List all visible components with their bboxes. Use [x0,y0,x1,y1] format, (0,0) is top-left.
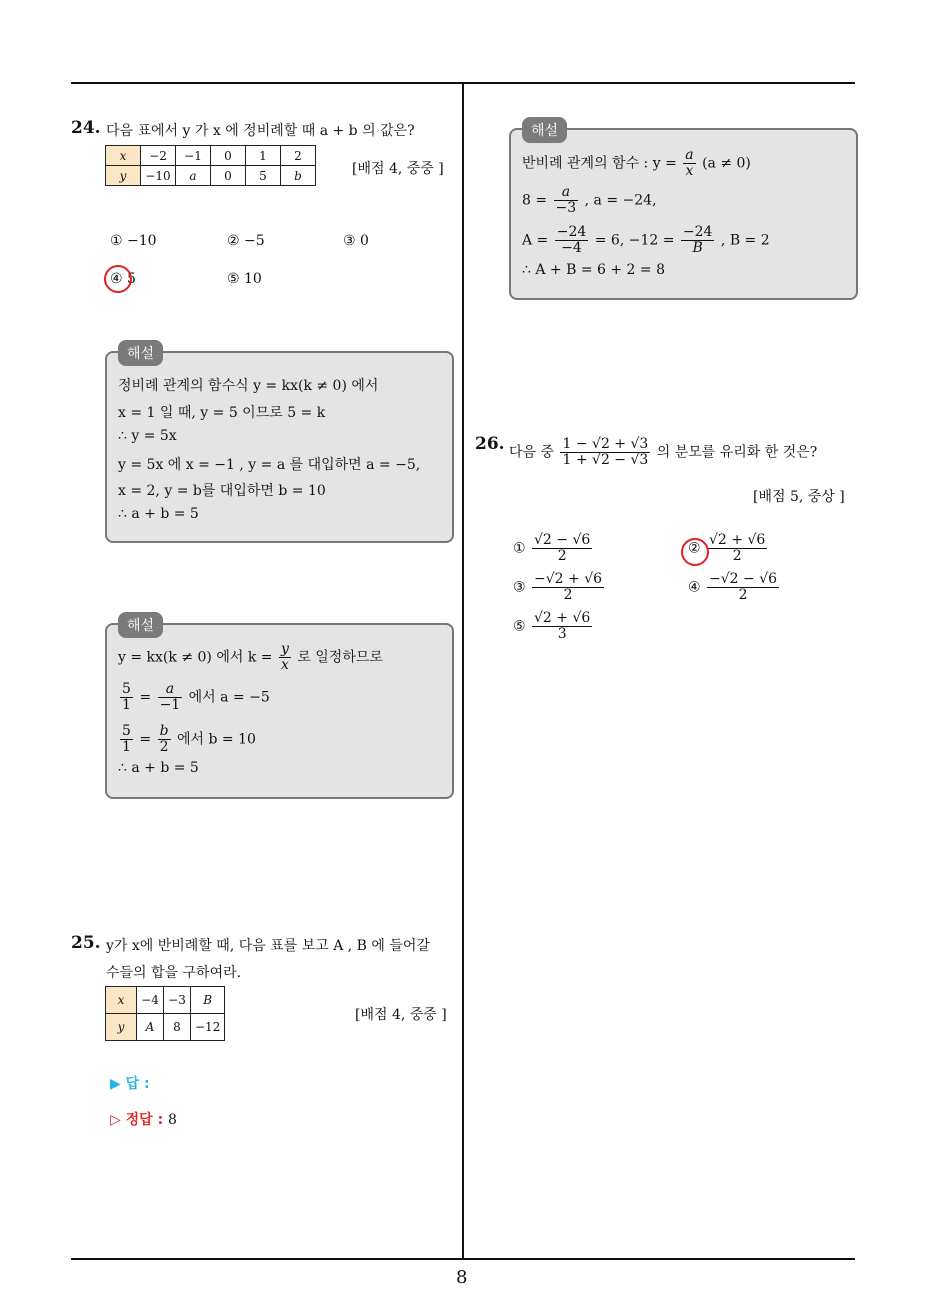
denominator: 2 [557,548,567,564]
denominator: x [280,657,289,673]
question-25-text-2: 수들의 합을 구하여라. [106,965,242,981]
table-cell: B [191,987,225,1014]
table-cell: x [106,987,137,1014]
table-row-y [106,166,316,186]
solution-line [522,185,657,216]
text: = 6, −12 = [594,232,675,249]
table-cell: −10 [141,166,176,186]
text: 에서 a = −5 [188,689,270,706]
denominator: x [685,163,694,179]
table-cell: 8 [164,1014,191,1041]
solution-line: ∴ A + B = 6 + 2 = 8 [522,262,666,278]
fraction [279,642,291,673]
q24-choice-2[interactable]: ② −5 [227,233,265,249]
q26-choice-3[interactable] [513,572,606,603]
text: 8 = [522,192,548,209]
q24-choice-1[interactable]: ① −10 [110,233,157,249]
table-cell: −12 [191,1014,225,1041]
text: 다음 중 [509,444,555,461]
table-row-x [106,987,225,1014]
question-25-table [105,986,225,1041]
table-cell: b [281,166,316,186]
numerator: −√2 + √6 [534,571,603,587]
question-25-score: [배점 4, 중중 ] [355,1007,447,1023]
numerator: √2 − √6 [534,532,591,548]
question-24-text: 다음 표에서 y 가 x 에 정비례할 때 a + b 의 값은? [106,123,415,139]
fraction [683,148,695,179]
correct-answer-label [110,1109,177,1129]
numerator: 5 [122,681,131,697]
denominator: B [692,240,703,256]
denominator: 1 + √2 − √3 [562,452,649,468]
denominator: −1 [159,697,181,713]
solution-line: x = 2, y = b를 대입하면 b = 10 [118,483,326,499]
fraction [554,185,579,216]
denominator: −4 [561,240,582,256]
solution-line: ∴ a + b = 5 [118,760,199,776]
text: 의 분모를 유리화 한 것은? [656,444,818,461]
denominator: −3 [555,200,577,216]
question-24-number: 24. [71,118,101,138]
bottom-rule [71,1258,855,1260]
choice-mark: ⑤ [513,618,526,635]
fraction [532,533,592,564]
table-cell: −2 [141,146,176,166]
fraction [158,724,171,755]
numerator: a [685,147,694,163]
numerator: 1 − √2 + √3 [562,436,649,452]
fraction [532,611,592,642]
text: , B = 2 [720,232,770,249]
denominator: 2 [563,587,573,603]
q26-choice-4[interactable] [688,572,781,603]
fraction [158,682,183,713]
numerator: a [554,185,579,201]
correct-label: ▷ 정답 : [110,1112,164,1128]
table-cell: −4 [137,987,164,1014]
q26-choice-1[interactable] [513,533,594,564]
solution-line: ∴ a + b = 5 [118,506,199,522]
numerator: y [280,641,289,657]
denominator: 2 [738,587,748,603]
question-24-score: [배점 4, 중중 ] [352,161,444,177]
numerator: −√2 − √6 [709,571,778,587]
solution-tag: 해설 [522,117,567,143]
fraction [120,724,133,755]
numerator: −24 [556,224,587,240]
choice-mark: ④ [688,579,701,596]
solution-line [118,682,270,713]
selected-answer-ring [681,538,709,566]
numerator: √2 + √6 [534,610,591,626]
q24-choice-3[interactable]: ③ 0 [343,233,369,249]
text: A = [522,232,549,249]
question-25-number: 25. [71,933,101,953]
denominator: 1 [122,697,131,713]
table-row-x [106,146,316,166]
denominator: 3 [557,626,567,642]
q26-choice-5[interactable] [513,611,594,642]
text: 로 일정하므로 [297,649,383,666]
solution-tag: 해설 [118,612,163,638]
denominator: 2 [732,548,742,564]
table-cell: 0 [211,166,246,186]
fraction [560,437,650,468]
table-cell: y [106,166,141,186]
table-row-y [106,1014,225,1041]
selected-answer-ring [104,265,132,293]
correct-value: 8 [168,1112,177,1128]
solution-line: ∴ y = 5x [118,428,177,444]
solution-line [522,225,770,256]
choice-mark: ① [513,540,526,557]
numerator: √2 + √6 [709,532,766,548]
question-25-text-1: y가 x에 반비례할 때, 다음 표를 보고 A , B 에 들어갈 [106,938,430,954]
table-cell: A [137,1014,164,1041]
solution-line: x = 1 일 때, y = 5 이므로 5 = k [118,405,326,421]
choice-mark: ② [688,540,701,557]
table-cell: y [106,1014,137,1041]
solution-line [118,724,256,755]
question-26-number: 26. [475,434,505,454]
numerator: −24 [682,224,713,240]
numerator: 5 [122,723,131,739]
fraction [120,682,133,713]
table-cell: 5 [246,166,281,186]
table-cell: a [176,166,211,186]
table-cell: −3 [164,987,191,1014]
solution-tag: 해설 [118,340,163,366]
fraction [707,572,779,603]
q24-choice-4[interactable]: ④ 5 [110,271,136,287]
table-cell: 2 [281,146,316,166]
question-24-table [105,145,316,186]
text: , a = −24, [584,192,657,209]
question-26-score: [배점 5, 중상 ] [753,489,845,505]
denominator: 2 [159,739,169,755]
solution-line [118,642,383,673]
fraction [707,533,767,564]
text: = [139,689,152,706]
text: = [139,731,152,748]
fraction [555,225,589,256]
solution-line [522,148,751,179]
column-divider [462,82,464,1259]
answer-label: ▶ 답 : [110,1076,150,1092]
fraction [532,572,604,603]
numerator: b [159,723,169,739]
question-26-text [509,437,817,468]
table-cell: 1 [246,146,281,166]
text: 반비례 관계의 함수 : y = [522,155,677,172]
text: y = kx(k ≠ 0) 에서 k = [118,649,273,666]
fraction [681,225,715,256]
text: (a ≠ 0) [702,155,751,172]
numerator: a [158,682,183,698]
table-cell: x [106,146,141,166]
solution-line: y = 5x 에 x = −1 , y = a 를 대입하면 a = −5, [118,457,421,473]
table-cell: 0 [211,146,246,166]
table-cell: −1 [176,146,211,166]
denominator: 1 [122,739,131,755]
text: 에서 b = 10 [176,731,256,748]
choice-mark: ③ [513,579,526,596]
solution-line: 정비례 관계의 함수식 y = kx(k ≠ 0) 에서 [118,378,379,394]
page-number: 8 [456,1267,468,1288]
q24-choice-5[interactable]: ⑤ 10 [227,271,262,287]
